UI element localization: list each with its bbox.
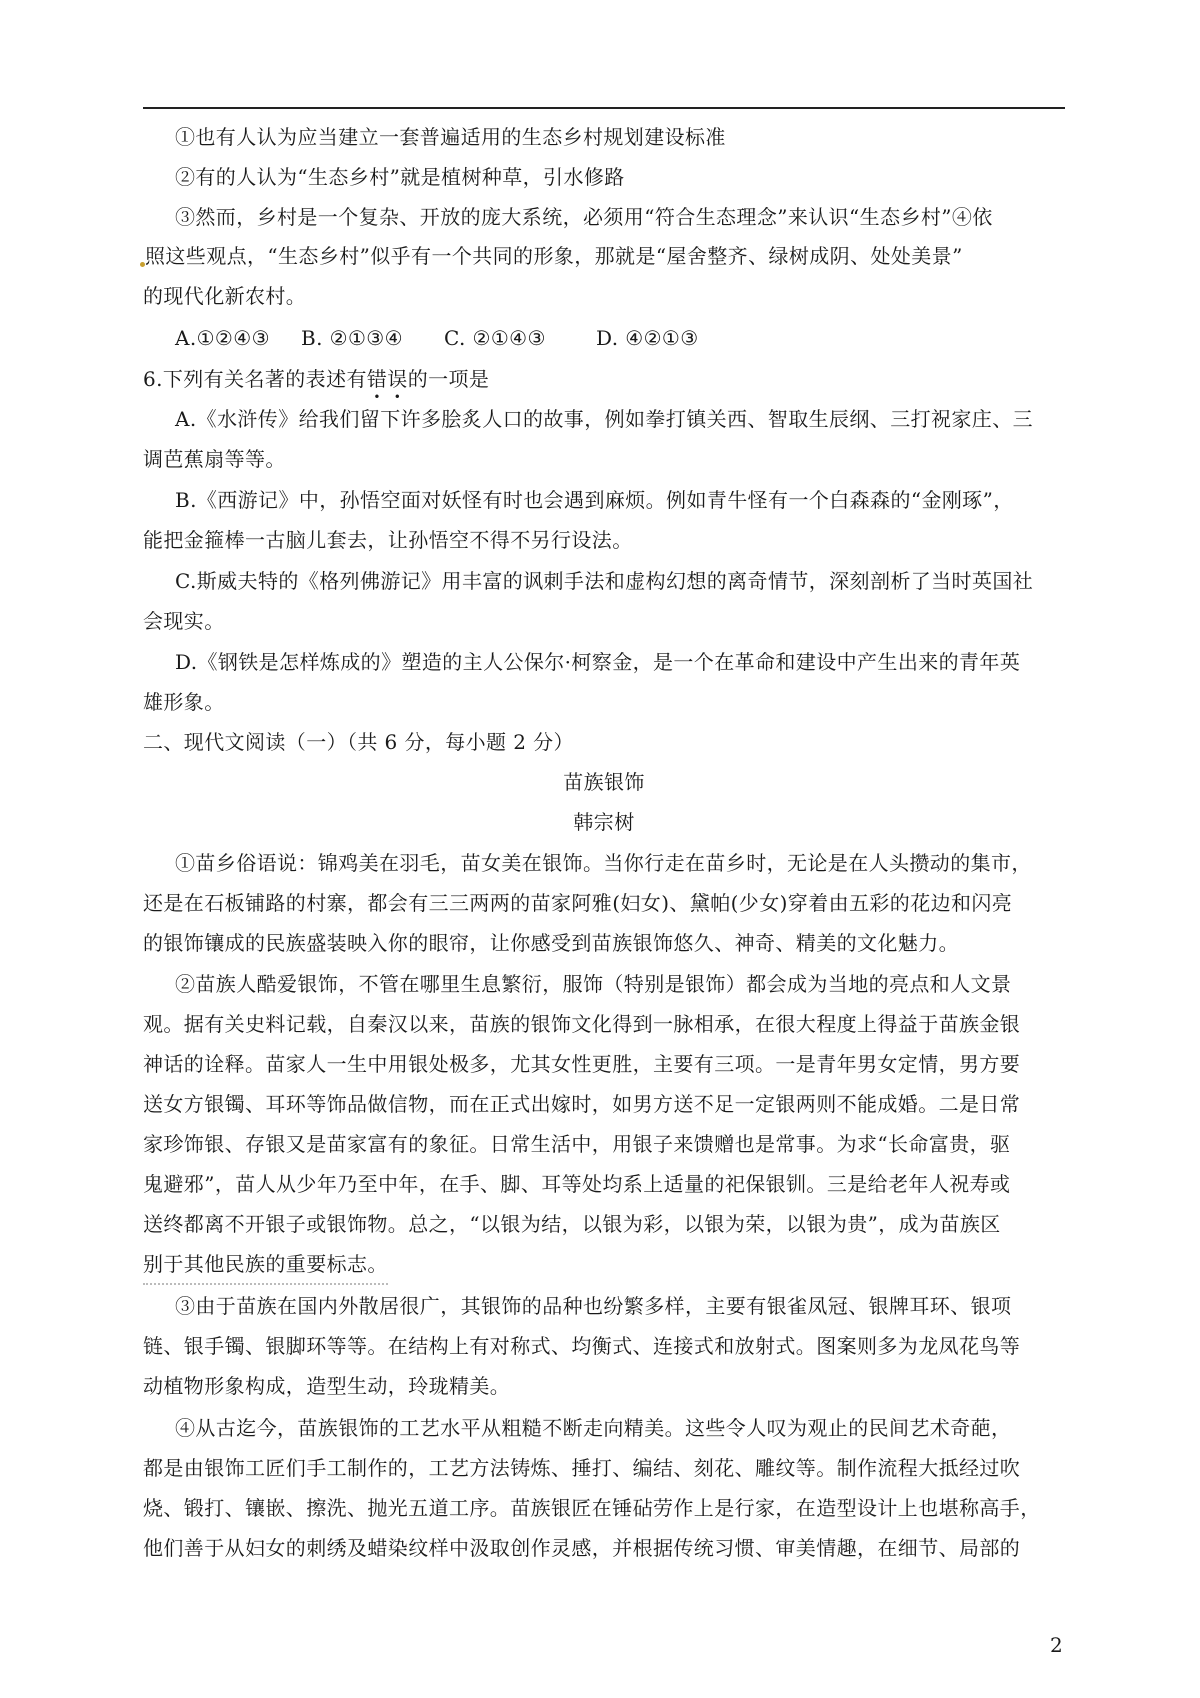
paragraph-2-line-3: 神话的诠释。苗家人一生中用银处极多，尤其女性更胜，主要有三项。一是青年男女定情，男方要: [143, 1052, 1021, 1076]
q6-stem: [143, 366, 489, 392]
q6-stem-emphasis-2: 误: [387, 367, 408, 391]
q6-option-a-line-1: A.《水浒传》给我们留下许多脍炙人口的故事，例如拳打镇关西、智取生辰纲、三打祝家庄、三: [175, 407, 1033, 431]
q5-sentence-3-line-3: 的现代化新农村。: [143, 284, 307, 308]
q6-stem-prefix: 6.下列有关名著的表述有: [143, 367, 367, 391]
paragraph-1-line-3: 的银饰镶成的民族盛装映入你的眼帘，让你感受到苗族银饰悠久、神奇、精美的文化魅力。: [143, 931, 959, 955]
q5-sentence-3-line-1: ③然而，乡村是一个复杂、开放的庞大系统，必须用“符合生态理念”来认识“生态乡村”④依: [175, 205, 993, 229]
paragraph-3-line-3: 动植物形象构成，造型生动，玲珑精美。: [143, 1374, 511, 1398]
paragraph-3-line-1: ③由于苗族在国内外散居很广，其银饰的品种也纷繁多样，主要有银雀凤冠、银牌耳环、银项: [175, 1294, 1012, 1318]
paragraph-4-line-1: ④从古迄今，苗族银饰的工艺水平从粗糙不断走向精美。这些令人叹为观止的民间艺术奇葩，: [175, 1416, 1012, 1440]
q5-option-d: D. ④②①③: [596, 326, 699, 350]
q6-stem-emphasis-1: 错: [366, 367, 388, 391]
q5-option-a: A.①②④③: [175, 326, 270, 350]
paragraph-1-line-2: 还是在石板铺路的村寨，都会有三三两两的苗家阿雅(妇女)、黛帕(少女)穿着由五彩的花边和闪亮: [143, 891, 1013, 915]
header-rule: [143, 107, 1065, 109]
q6-option-a-line-2: 调芭蕉扇等等。: [143, 447, 286, 471]
q6-option-c-line-1: C.斯威夫特的《格列佛游记》用丰富的讽刺手法和虚构幻想的离奇情节，深刻剖析了当时英国社: [175, 569, 1034, 593]
q5-sentence-3-line-2-text: 照这些观点，“生态乡村”似乎有一个共同的形象，那就是“屋舍整齐、绿树成阴、处处美景”: [145, 244, 963, 268]
q6-option-b-line-1: B.《西游记》中，孙悟空面对妖怪有时也会遇到麻烦。例如青牛怪有一个白森森的“金刚琢”，: [175, 488, 1014, 512]
paragraph-4-line-3: 烧、锻打、镶嵌、擦洗、抛光五道工序。苗族银匠在锤砧劳作上是行家，在造型设计上也堪称高手，: [143, 1496, 1041, 1520]
q6-option-d-line-2: 雄形象。: [143, 690, 225, 714]
q5-sentence-1: ①也有人认为应当建立一套普遍适用的生态乡村规划建设标准: [175, 125, 726, 149]
article-author: 韩宗树: [573, 810, 635, 834]
q5-sentence-3-line-2: [143, 243, 963, 269]
paragraph-2-line-6: 鬼避邪”，苗人从少年乃至中年，在手、脚、耳等处均系上适量的祀保银钏。三是给老年人祝寿或: [143, 1172, 1011, 1196]
q5-sentence-2: ②有的人认为“生态乡村”就是植树种草，引水修路: [175, 165, 625, 189]
paragraph-3-line-2: 链、银手镯、银脚环等等。在结构上有对称式、均衡式、连接式和放射式。图案则多为龙凤花鸟等: [143, 1334, 1021, 1358]
paragraph-2-line-4: 送女方银镯、耳环等饰品做信物，而在正式出嫁时，如男方送不足一定银两则不能成婚。二是日常: [143, 1092, 1021, 1116]
q6-option-c-line-2: 会现实。: [143, 609, 225, 633]
page-number: 2: [1050, 1633, 1063, 1657]
article-title: 苗族银饰: [563, 770, 645, 794]
paragraph-2-line-1: ②苗族人酷爱银饰，不管在哪里生息繁衍，服饰（特别是银饰）都会成为当地的亮点和人文景: [175, 972, 1012, 996]
q6-stem-suffix: 的一项是: [407, 367, 490, 391]
paragraph-2-line-8: 别于其他民族的重要标志。: [143, 1251, 388, 1285]
q6-option-d-line-1: D.《钢铁是怎样炼成的》塑造的主人公保尔·柯察金，是一个在革命和建设中产生出来的青年英: [175, 650, 1021, 674]
section-heading: 二、现代文阅读（一）（共 6 分，每小题 2 分）: [143, 730, 574, 754]
paragraph-2-line-5: 家珍饰银、存银又是苗家富有的象征。日常生活中，用银子来馈赠也是常事。为求“长命富贵，驱: [143, 1132, 1011, 1156]
paragraph-4-line-2: 都是由银饰工匠们手工制作的，工艺方法铸炼、捶打、编结、刻花、雕纹等。制作流程大抵经过吹: [143, 1456, 1021, 1480]
paragraph-2-line-7: 送终都离不开银子或银饰物。总之，“以银为结，以银为彩，以银为荣，以银为贵”，成为苗族区: [143, 1212, 1001, 1236]
q5-option-c: C. ②①④③: [444, 326, 546, 350]
q5-options: [175, 325, 699, 351]
paragraph-1-line-1: ①苗乡俗语说：锦鸡美在羽毛，苗女美在银饰。当你行走在苗乡时，无论是在人头攒动的集市，: [175, 851, 1032, 875]
paragraph-2-line-2: 观。据有关史料记载，自秦汉以来，苗族的银饰文化得到一脉相承，在很大程度上得益于苗族金银: [143, 1012, 1021, 1036]
paragraph-4-line-4: 他们善于从妇女的刺绣及蜡染纹样中汲取创作灵感，并根据传统习惯、审美情趣，在细节、局部的: [143, 1536, 1021, 1560]
q6-option-b-line-2: 能把金箍棒一古脑儿套去，让孙悟空不得不另行设法。: [143, 528, 633, 552]
q5-option-b: B. ②①③④: [301, 326, 403, 350]
